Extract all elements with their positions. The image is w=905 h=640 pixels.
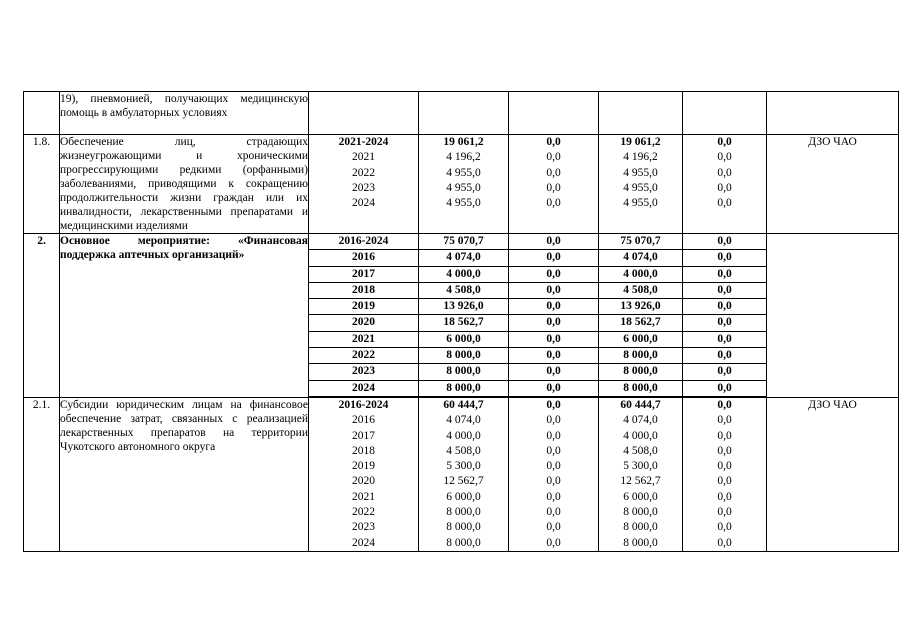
year-value: 2017: [352, 429, 375, 442]
total-value: 4 955,0: [446, 181, 481, 194]
federal-value: 0,0: [509, 267, 598, 283]
year-cell: [309, 92, 419, 135]
other-value: 0,0: [683, 315, 766, 331]
total-value: 8 000,0: [419, 381, 508, 397]
year-value: 2018: [352, 444, 375, 457]
regional-cell: [599, 92, 683, 135]
regional-value: 4 955,0: [623, 181, 658, 194]
year-column-cell: [309, 234, 419, 398]
total-value: 4 196,2: [446, 151, 481, 164]
year-value: 2023: [352, 521, 375, 534]
section-row: [24, 234, 899, 398]
total-value: 4 955,0: [446, 197, 481, 210]
regional-value: 4 074,0: [599, 250, 682, 266]
total-value: 4 000,0: [419, 267, 508, 283]
total-value: 6 000,0: [419, 332, 508, 348]
federal-value: 0,0: [546, 166, 561, 179]
regional-value: 4 196,2: [623, 151, 658, 164]
year-value: 2016: [309, 250, 418, 266]
federal-value: 0,0: [546, 429, 561, 442]
other-value: 0,0: [717, 398, 732, 411]
federal-value: 0,0: [546, 136, 561, 148]
total-column-cell: [419, 234, 509, 398]
description-text: 19), пневмонией, получающих медицинскую помощь в амбулаторных условиях: [60, 93, 308, 119]
regional-value: 5 300,0: [623, 460, 658, 473]
description-cell: [60, 397, 309, 551]
year-value: 2021: [352, 151, 375, 164]
other-value: 0,0: [683, 332, 766, 348]
year-value: 2020: [309, 315, 418, 331]
year-value: 2023: [309, 364, 418, 380]
year-value: 2021: [309, 332, 418, 348]
total-value: 13 926,0: [419, 299, 508, 315]
year-value: 2020: [352, 475, 375, 488]
federal-value: 0,0: [509, 250, 598, 266]
year-value: 2018: [309, 283, 418, 299]
other-value: 0,0: [717, 490, 732, 503]
federal-value: 0,0: [546, 506, 561, 519]
other-value: 0,0: [683, 348, 766, 364]
regional-value: 4 955,0: [623, 166, 658, 179]
section-row: [24, 397, 899, 551]
total-value: 8 000,0: [419, 364, 508, 380]
regional-value: 8 000,0: [623, 521, 658, 534]
funding-table: [23, 91, 899, 552]
year-value: 2016-2024: [309, 234, 418, 250]
year-value: 2022: [352, 166, 375, 179]
regional-column-cell: [599, 397, 683, 551]
federal-value: 0,0: [546, 444, 561, 457]
federal-value: 0,0: [509, 283, 598, 299]
year-value: 2017: [309, 267, 418, 283]
other-value: 0,0: [717, 506, 732, 519]
federal-value: 0,0: [546, 197, 561, 210]
total-value: 6 000,0: [446, 490, 481, 503]
federal-value: 0,0: [546, 536, 561, 549]
federal-value: 0,0: [509, 332, 598, 348]
year-value: 2016: [352, 414, 375, 427]
federal-value: 0,0: [509, 299, 598, 315]
federal-value: 0,0: [546, 475, 561, 488]
total-value: 4 955,0: [446, 166, 481, 179]
regional-column-cell: [599, 135, 683, 234]
regional-value: 4 000,0: [599, 267, 682, 283]
other-value: 0,0: [683, 299, 766, 315]
total-value: 4 074,0: [419, 250, 508, 266]
federal-value: 0,0: [509, 315, 598, 331]
federal-value: 0,0: [546, 521, 561, 534]
other-value: 0,0: [683, 234, 766, 250]
year-value: 2021: [352, 490, 375, 503]
federal-value: 0,0: [509, 364, 598, 380]
other-value: 0,0: [717, 475, 732, 488]
other-value: 0,0: [683, 283, 766, 299]
row-number-cell: 2.1.: [24, 397, 60, 551]
other-column-cell: [683, 234, 767, 398]
row-number-cell: 1.8.: [24, 135, 60, 234]
year-column-cell: [309, 397, 419, 551]
other-value: 0,0: [717, 429, 732, 442]
regional-value: 8 000,0: [599, 381, 682, 397]
other-value: 0,0: [717, 197, 732, 210]
total-value: 4 508,0: [446, 444, 481, 457]
regional-value: 18 562,7: [599, 315, 682, 331]
total-cell: [419, 92, 509, 135]
responsible-cell: [767, 234, 899, 398]
total-value: 8 000,0: [446, 536, 481, 549]
section-row: [24, 135, 899, 234]
total-value: 8 000,0: [446, 521, 481, 534]
total-value: 12 562,7: [443, 475, 484, 488]
total-value: 19 061,2: [443, 136, 484, 148]
year-column-cell: [309, 135, 419, 234]
regional-value: 4 955,0: [623, 197, 658, 210]
description-text: Основное мероприятие: «Финансовая поддержка аптечных организаций»: [60, 235, 308, 261]
regional-value: 4 074,0: [623, 414, 658, 427]
regional-value: 19 061,2: [620, 136, 661, 148]
other-value: 0,0: [683, 250, 766, 266]
total-value: 60 444,7: [443, 398, 484, 411]
total-value: 4 074,0: [446, 414, 481, 427]
description-text: Обеспечение лиц, страдающих жизнеугрожающими и хроническими прогрессирующими редкими (орфанными) заболеваниями, приводящими к сокращению продолжительности жизни граждан или их инвалидности, лекарственными препаратами и медицинскими изделиями: [60, 136, 308, 232]
regional-value: 8 000,0: [623, 506, 658, 519]
other-value: 0,0: [683, 381, 766, 397]
year-value: 2019: [309, 299, 418, 315]
other-value: 0,0: [717, 460, 732, 473]
total-value: 75 070,7: [419, 234, 508, 250]
other-value: 0,0: [717, 521, 732, 534]
year-value: 2022: [352, 506, 375, 519]
other-value: 0,0: [717, 536, 732, 549]
other-value: 0,0: [683, 364, 766, 380]
year-value: 2023: [352, 181, 375, 194]
federal-value: 0,0: [546, 181, 561, 194]
regional-value: 13 926,0: [599, 299, 682, 315]
regional-value: 6 000,0: [623, 490, 658, 503]
year-value: 2016-2024: [338, 398, 389, 411]
other-cell: [683, 92, 767, 135]
regional-value: 6 000,0: [599, 332, 682, 348]
other-value: 0,0: [717, 136, 732, 148]
other-value: 0,0: [717, 166, 732, 179]
other-value: 0,0: [717, 151, 732, 164]
year-value: 2024: [309, 381, 418, 397]
regional-value: 4 508,0: [623, 444, 658, 457]
description-cell: [60, 92, 309, 135]
federal-value: 0,0: [509, 381, 598, 397]
federal-column-cell: [509, 135, 599, 234]
other-value: 0,0: [717, 181, 732, 194]
federal-value: 0,0: [546, 414, 561, 427]
regional-value: 60 444,7: [620, 398, 661, 411]
year-value: 2019: [352, 460, 375, 473]
federal-column-cell: [509, 397, 599, 551]
federal-value: 0,0: [509, 348, 598, 364]
description-cell: [60, 135, 309, 234]
federal-value: 0,0: [546, 398, 561, 411]
year-value: 2021-2024: [338, 136, 389, 148]
responsible-cell: ДЗО ЧАО: [767, 397, 899, 551]
other-value: 0,0: [717, 414, 732, 427]
year-value: 2024: [352, 197, 375, 210]
total-value: 5 300,0: [446, 460, 481, 473]
responsible-cell: ДЗО ЧАО: [767, 135, 899, 234]
regional-value: 8 000,0: [599, 364, 682, 380]
regional-value: 4 000,0: [623, 429, 658, 442]
total-column-cell: [419, 397, 509, 551]
year-value: 2022: [309, 348, 418, 364]
other-value: 0,0: [683, 267, 766, 283]
total-value: 8 000,0: [419, 348, 508, 364]
total-value: 4 508,0: [419, 283, 508, 299]
other-column-cell: [683, 135, 767, 234]
total-value: 18 562,7: [419, 315, 508, 331]
other-value: 0,0: [717, 444, 732, 457]
federal-value: 0,0: [546, 460, 561, 473]
regional-value: 4 508,0: [599, 283, 682, 299]
description-cell: [60, 234, 309, 398]
continued-row: [24, 92, 899, 135]
federal-value: 0,0: [546, 151, 561, 164]
year-value: 2024: [352, 536, 375, 549]
row-number-cell: [24, 92, 60, 135]
regional-value: 12 562,7: [620, 475, 661, 488]
description-text: Субсидии юридическим лицам на финансовое обеспечение затрат, связанных с реализацией лекарственных препаратов на территории Чукотского автономного округа: [60, 398, 308, 453]
federal-value: 0,0: [546, 490, 561, 503]
total-column-cell: [419, 135, 509, 234]
regional-value: 8 000,0: [623, 536, 658, 549]
federal-cell: [509, 92, 599, 135]
regional-value: 75 070,7: [599, 234, 682, 250]
responsible-cell: [767, 92, 899, 135]
row-number-cell: 2.: [24, 234, 60, 398]
total-value: 8 000,0: [446, 506, 481, 519]
regional-value: 8 000,0: [599, 348, 682, 364]
federal-column-cell: [509, 234, 599, 398]
federal-value: 0,0: [509, 234, 598, 250]
regional-column-cell: [599, 234, 683, 398]
other-column-cell: [683, 397, 767, 551]
total-value: 4 000,0: [446, 429, 481, 442]
